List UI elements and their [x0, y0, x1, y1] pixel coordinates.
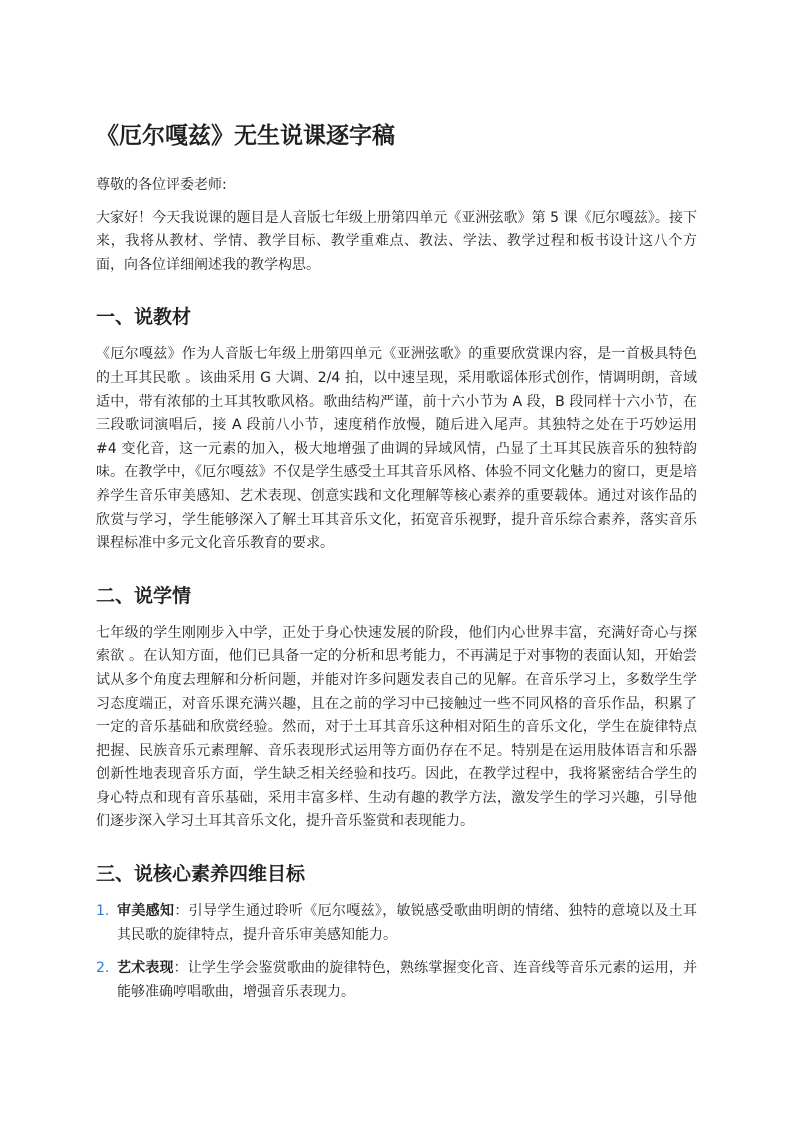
section-heading-students: 二、说学情: [96, 584, 192, 607]
list-number: 2.: [96, 960, 110, 977]
document-title: 《厄尔嘎兹》无生说课逐字稿: [96, 123, 395, 149]
list-item: [96, 957, 697, 1004]
list-item-text: 让学生学会鉴赏歌曲的旋律特色，熟练掌握变化音、连音线等音乐元素的运用，并能够准确哼唱歌曲，增强音乐表现力。: [117, 960, 698, 1000]
list-item-separator: ：: [173, 960, 188, 977]
section-heading-textbook: 一、说教材: [96, 306, 192, 329]
list-item-text: 引导学生通过聆听《厄尔嘎兹》，敏锐感受歌曲明朗的情绪、独特的意境以及土耳其民歌的旋律特点，提升音乐审美感知能力。: [117, 903, 698, 943]
list-item-term: 审美感知: [117, 903, 175, 920]
section-body-students: 七年级的学生刚刚步入中学，正处于身心快速发展的阶段，他们内心世界丰富，充满好奇心与探索欲 。在认知方面，他们已具备一定的分析和思考能力，不再满足于对事物的表面认知，开始尝试从多个角度去理解和分析问题，并能对许多问题发表自己的见解。在音乐学习上，多数学生学习态度端正，对音乐课充满兴趣，且在之前的学习中已接触过一些不同风格的音乐作品，积累了一定的音乐基础和欣赏经验。然而，对于土耳其音乐这种相对陌生的音乐文化，学生在旋律特点把握、民族音乐元素理解、音乐表现形式运用等方面仍存在不足。特别是在运用肢体语言和乐器创新性地表现音乐方面，学生缺乏相关经验和技巧。因此，在教学过程中，我将紧密结合学生的身心特点和现有音乐基础，采用丰富多样、生动有趣的教学方法，激发学生的学习兴趣，引导他们逐步深入学习土耳其音乐文化，提升音乐鉴赏和表现能力。: [96, 624, 697, 830]
list-item-term: 艺术表现: [117, 960, 174, 977]
objectives-list: [96, 900, 697, 1004]
list-item-separator: ：: [174, 903, 189, 920]
section-heading-objectives: 三、说核心素养四维目标: [96, 863, 306, 886]
list-item: [96, 900, 697, 947]
list-number: 1.: [96, 903, 110, 920]
section-body-textbook: 《厄尔嘎兹》作为人音版七年级上册第四单元《亚洲弦歌》的重要欣赏课内容，是一首极具特色的土耳其民歌 。该曲采用 G 大调、2/4 拍，以中速呈现，采用歌谣体形式创作，情调明朗，音域适中，带有浓郁的土耳其牧歌风格。歌曲结构严谨，前十六小节为 A 段，B 段同样十六小节，在三段歌词演唱后，接 A 段前八小节，速度稍作放慢，随后进入尾声。其独特之处在于巧妙运用 #4 变化音，这一元素的加入，极大地增强了曲调的异域风情，凸显了土耳其民族音乐的独特韵味。在教学中，《厄尔嘎兹》不仅是学生感受土耳其音乐风格、体验不同文化魅力的窗口，更是培养学生音乐审美感知、艺术表现、创意实践和文化理解等核心素养的重要载体。通过对该作品的欣赏与学习，学生能够深入了解土耳其音乐文化，拓宽音乐视野，提升音乐综合素养，落实音乐课程标准中多元文化音乐教育的要求。: [96, 346, 697, 552]
greeting: 尊敬的各位评委老师:: [96, 177, 227, 193]
intro-paragraph: 大家好！今天我说课的题目是人音版七年级上册第四单元《亚洲弦歌》第 5 课《厄尔嘎兹》。接下来，我将从教材、学情、教学目标、教学重难点、教法、学法、教学过程和板书设计这八个方面，向各位详细阐述我的教学构思。: [96, 209, 697, 273]
